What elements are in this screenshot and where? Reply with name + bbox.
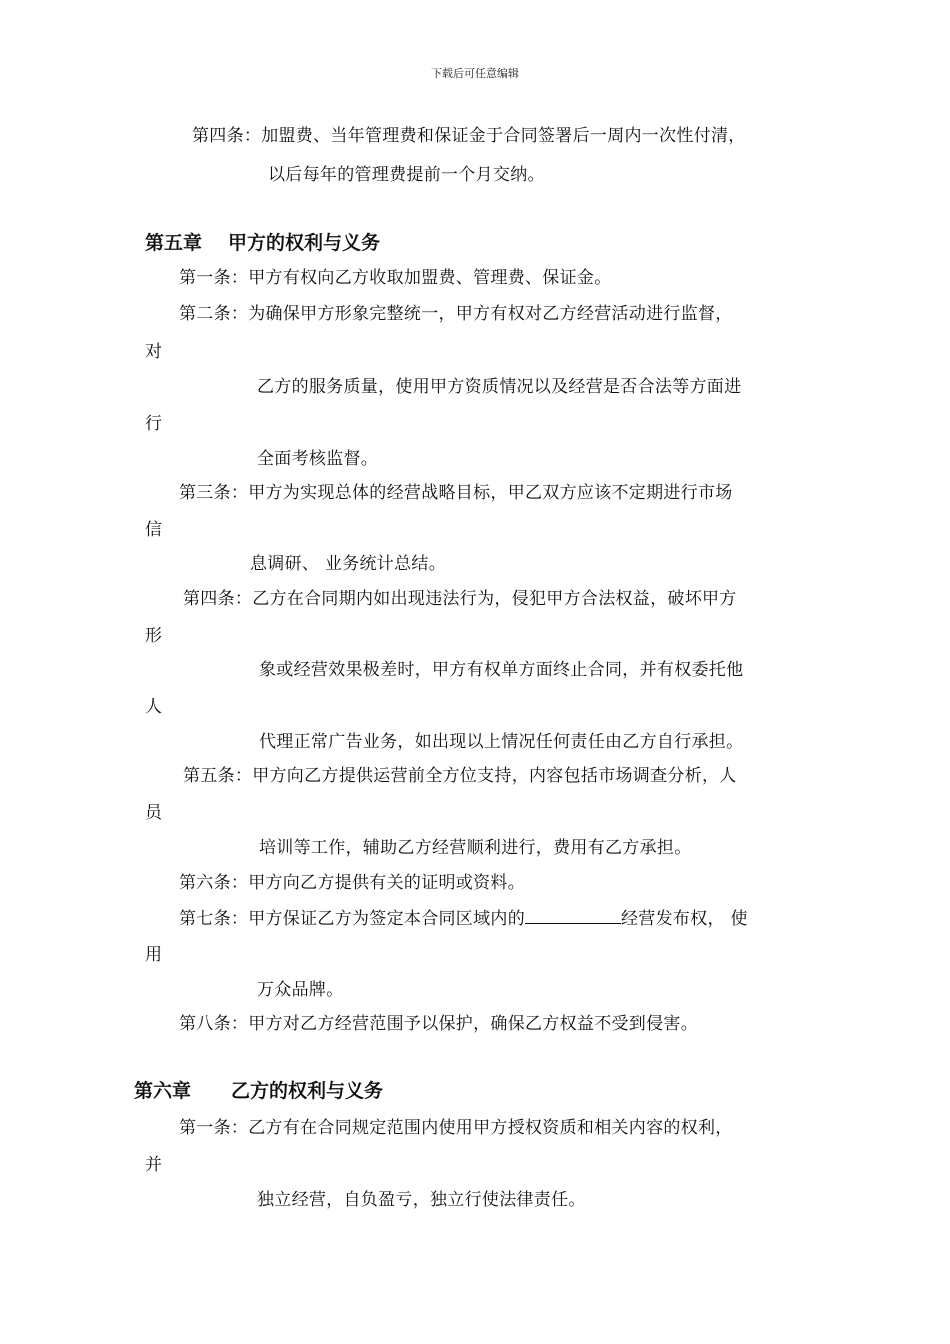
fill-in-blank[interactable]: [525, 906, 621, 924]
chapter-6-number: 第六章: [134, 1080, 192, 1102]
chapter-5-heading: [145, 230, 380, 256]
ch5-line-18: 第六条：甲方向乙方提供有关的证明或资料。: [179, 873, 525, 893]
chapter-5-title: 甲方的权利与义务: [228, 232, 381, 254]
ch5-line-15: 第五条：甲方向乙方提供运营前全方位支持，内容包括市场调查分析，人: [183, 766, 737, 786]
ch5-line-12: 象或经营效果极差时，甲方有权单方面终止合同，并有权委托他: [259, 660, 744, 680]
ch5-line-19-part-1: 第七条：甲方保证乙方为签定本合同区域内的: [179, 909, 525, 929]
ch5-line-5: 行: [145, 414, 163, 434]
ch5-line-20: 用: [145, 945, 163, 965]
ch5-line-10: 第四条：乙方在合同期内如出现违法行为，侵犯甲方合法权益，破坏甲方: [183, 589, 737, 609]
ch5-line-22: 第八条：甲方对乙方经营范围予以保护，确保乙方权益不受到侵害。: [179, 1014, 698, 1034]
article-4-line-1: 第四条：加盟费、当年管理费和保证金于合同签署后一周内一次性付清，: [192, 126, 746, 146]
ch5-line-1: 第一条：甲方有权向乙方收取加盟费、管理费、保证金。: [179, 268, 612, 288]
ch5-line-7: 第三条：甲方为实现总体的经营战略目标，甲乙双方应该不定期进行市场: [179, 483, 733, 503]
ch5-line-14: 代理正常广告业务，如出现以上情况任何责任由乙方自行承担。: [259, 732, 744, 752]
ch5-line-6: 全面考核监督。: [257, 449, 379, 469]
ch5-line-4: 乙方的服务质量，使用甲方资质情况以及经营是否合法等方面进: [257, 377, 742, 397]
header-note: 下载后可任意编辑: [431, 67, 519, 80]
chapter-5-number: 第五章: [145, 232, 203, 254]
ch6-line-1: 第一条：乙方有在合同规定范围内使用甲方授权资质和相关内容的权利，: [179, 1118, 733, 1138]
ch5-line-9: 息调研、 业务统计总结。: [250, 554, 447, 574]
article-4-line-2: 以后每年的管理费提前一个月交纳。: [268, 165, 545, 185]
chapter-6-title: 乙方的权利与义务: [231, 1080, 384, 1102]
ch5-line-17: 培训等工作，辅助乙方经营顺利进行，费用有乙方承担。: [259, 838, 692, 858]
ch5-line-3: 对: [145, 342, 163, 362]
ch5-line-8: 信: [145, 520, 163, 540]
ch5-line-21: 万众品牌。: [257, 980, 344, 1000]
chapter-6-heading: [134, 1078, 383, 1104]
ch5-line-19-part-2: 经营发布权， 使: [621, 909, 748, 929]
ch5-line-16: 员: [145, 803, 163, 823]
ch6-line-3: 独立经营，自负盈亏，独立行使法律责任。: [257, 1190, 586, 1210]
ch5-line-19: [179, 906, 748, 931]
ch5-line-11: 形: [145, 626, 163, 646]
ch6-line-2: 并: [145, 1155, 163, 1175]
ch5-line-2: 第二条：为确保甲方形象完整统一，甲方有权对乙方经营活动进行监督，: [179, 304, 733, 324]
ch5-line-13: 人: [145, 697, 163, 717]
